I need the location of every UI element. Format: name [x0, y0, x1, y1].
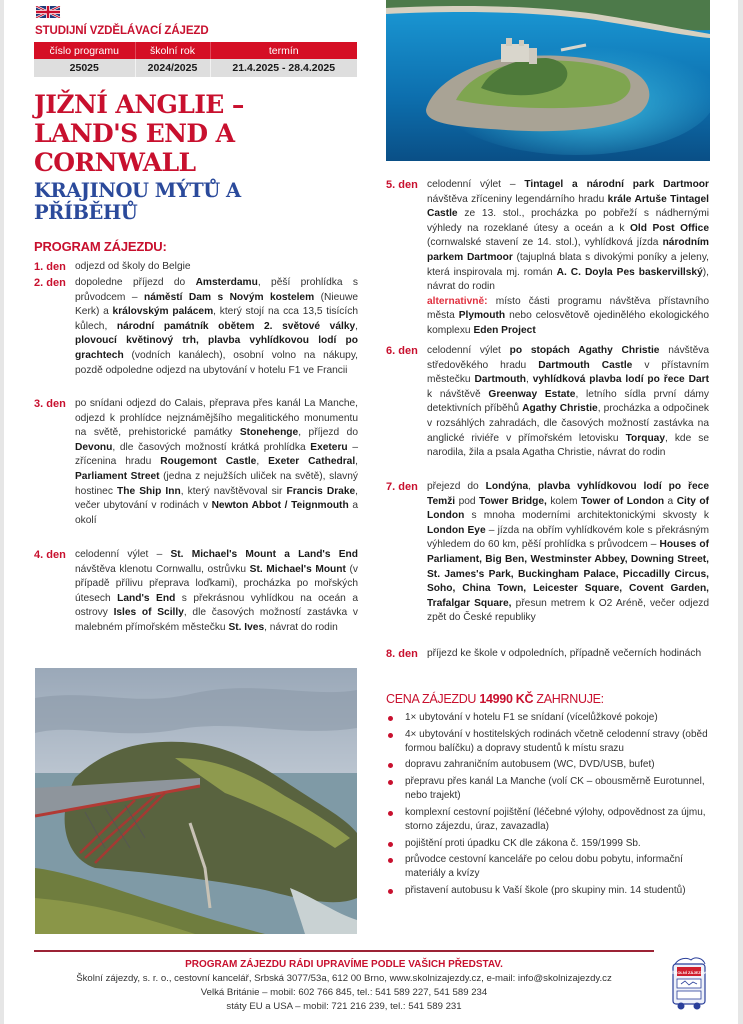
body-text: , který stojí na cca 13,5 tisících kůlech,: [75, 306, 358, 332]
highlight-text: Newton Abbot / Teignmouth: [211, 500, 349, 512]
body-text: – jízda na obřím vyhlídkovém kole s překrásným výhledem do 60 km, pěší prohlídka s průvodcem –: [427, 524, 709, 551]
day-item: [34, 276, 358, 378]
day-description: [75, 397, 358, 528]
body-text: (cornwalské stavení ze 14. stol.), vyhlídková jízda: [427, 237, 663, 249]
body-text: (Nieuwe Kerk) a: [75, 291, 358, 318]
uk-contact: Velká Británie – mobil: 602 766 845, tel.: 541 589 227, 541 589 234: [200, 987, 488, 998]
body-text: odjezd od školy do Belgie: [75, 261, 191, 272]
highlight-text: Rougemont Castle: [160, 456, 257, 468]
body-text: přesun metrem k O2 Aréně, večer odjezd zpět do České republiky: [427, 597, 710, 624]
body-text: k návštěvě: [427, 388, 489, 400]
highlight-text: Exeteru: [310, 441, 348, 453]
list-item: přistavení autobusu k Vaší škole (pro skupiny min. 14 studentů): [386, 884, 711, 898]
highlight-text: St. Michael's Mount a Land's End: [170, 549, 358, 560]
body-text: kolem: [546, 495, 581, 507]
title-line: JIŽNÍ ANGLIE –: [34, 90, 244, 119]
program-number-header: číslo programu: [34, 42, 135, 59]
list-item: přepravu přes kanál La Manche (volí CK – obousměrně Eurotunnel, nebo trajekt): [386, 775, 711, 803]
day-item: [34, 397, 358, 528]
body-text: návštěva zříceniny legendárního hradu: [427, 193, 608, 205]
highlight-text: Francis Drake: [286, 485, 356, 497]
body-text: ,: [525, 374, 533, 386]
price-prefix: CENA ZÁJEZDU: [386, 692, 480, 706]
price-suffix: ZAHRNUJE:: [533, 692, 604, 706]
eu-contact: státy EU a USA – mobil: 721 216 239, tel.: 541 589 231: [226, 1001, 462, 1012]
body-text: , letního sídla první dámy detektivních příběhů: [427, 388, 710, 415]
highlight-text: Old Post Office: [629, 222, 709, 234]
page-edge-left: [0, 0, 4, 1024]
day-label: 4. den: [34, 549, 66, 561]
day-description: [427, 344, 709, 461]
highlight-text: národním parkem Dartmoor: [427, 237, 709, 263]
school-year-value: 2024/2025: [135, 59, 210, 77]
day-label: 3. den: [34, 398, 66, 410]
highlight-text: náměstí Dam s Novým kostelem: [143, 291, 315, 303]
body-text: , dle časových možností krátká prohlídka: [112, 441, 311, 453]
body-text: přejezd do: [427, 481, 486, 492]
day-description: [427, 178, 709, 339]
highlight-text: národní památník obětem 2. světové války: [116, 320, 356, 332]
body-text: , pěší prohlídka s průvodcem –: [75, 277, 358, 303]
body-text: , návrat do rodin: [264, 621, 338, 633]
highlight-text: Eden Project: [473, 324, 536, 336]
company-address: Školní zájezdy, s. r. o., cestovní kancelář, Srbská 3077/53a, 612 00 Brno, www.skolnizajezdy.cz, e-mail: info@skolnizajezdy.cz: [76, 973, 612, 984]
highlight-text: po stopách Agathy Christie: [509, 345, 660, 356]
date-value: 21.4.2025 - 28.4.2025: [210, 59, 357, 77]
body-text: místo části programu návštěva přístavního města: [427, 295, 709, 322]
highlight-text: Amsterdamu: [195, 277, 258, 288]
body-text: ), návrat do rodin: [427, 266, 709, 293]
footer: [34, 958, 654, 1014]
highlight-text: královským palácem: [112, 306, 214, 318]
trip-type-label: STUDIJNÍ VZDĚLÁVACÍ ZÁJEZD: [35, 25, 209, 37]
highlight-text: plavba vyhlídkovou lodí po řece Temži: [427, 481, 709, 507]
body-text: , procházka a odpočinek v rozsáhlých zahradách, dle časových možností zastávka na anglické riviéře v přímořském letovisku: [427, 403, 709, 444]
highlight-text: Land's End: [117, 592, 176, 604]
body-text: ,: [256, 456, 269, 468]
body-text: s mnoha moderními architektonickými skvosty k: [464, 510, 709, 522]
highlight-text: London Eye: [427, 524, 486, 536]
body-text: , příjezd do: [298, 427, 358, 439]
body-text: pod: [455, 495, 480, 507]
highlight-text: Houses of Parliament, Big Ben, Westminster Abbey, Downing Street, St. James's Park, Buckingham Palace, Piccadilly Circus, Soho, China Town, Leicester Square, Covent Garden, Trafalgar Square,: [427, 539, 710, 609]
school-year-header: školní rok: [135, 42, 210, 59]
uk-flag-icon: [35, 6, 61, 18]
list-item: průvodce cestovní kanceláře po celou dobu pobytu, informační materiály a kvízy: [386, 853, 711, 881]
highlight-text: Exeter Cathedral: [268, 456, 356, 468]
subtitle-line: KRAJINOU MÝTŮ A: [34, 179, 241, 202]
body-text: po snídani odjezd do Calais, přeprava přes kanál La Manche, odjezd k prohlídce nejznámějšího megalitického monumentu na světě, prehistorické památky: [75, 398, 358, 439]
day-item: [386, 647, 709, 662]
body-text: návštěva klenotu Cornwallu, ostrůvku: [75, 563, 250, 575]
body-text: nebo celosvětově ojedinělého ekologického komplexu: [427, 310, 709, 336]
body-text: celodenní výlet: [427, 345, 510, 356]
highlight-text: Devonu: [75, 441, 113, 453]
day-item: [386, 480, 709, 626]
body-text: (tajuplná blata s divokými poníky a jeleny, která inspirovala mj. román: [427, 251, 709, 278]
body-text: s překrásnou vyhlídkou na oceán a ostrovy: [75, 592, 358, 619]
price-includes-list: [386, 711, 711, 901]
highlight-text: Tintagel a národní park Dartmoor: [524, 179, 709, 190]
highlight-text: City of London: [427, 495, 710, 522]
program-info-table: [34, 42, 357, 77]
highlight-text: Plymouth: [458, 310, 506, 322]
body-text: ,: [528, 481, 538, 492]
highlight-text: St. Michael's Mount: [249, 563, 346, 575]
highlight-text: St. Ives: [228, 621, 265, 633]
body-text: , kde se narodila, žila a psala Agatha Christie, návrat do rodin: [427, 432, 709, 459]
title-line: CORNWALL: [34, 148, 196, 177]
date-header: termín: [210, 42, 357, 59]
day-description: [75, 548, 358, 636]
highlight-text: Tower Bridge,: [479, 495, 547, 507]
highlight-text: vyhlídková plavba lodí po řece Dart: [532, 374, 709, 386]
day-item: [386, 178, 709, 339]
day-label: 8. den: [386, 648, 418, 660]
highlight-text: krále Artuše Tintagel Castle: [427, 193, 709, 220]
body-text: , dle časových možností zastávka v malebném přímořském městečku: [75, 607, 358, 633]
highlight-text: Dartmouth Castle: [538, 359, 633, 371]
highlight-text: Agathy Christie: [522, 403, 598, 415]
day-description: [75, 260, 191, 275]
body-text: (v případě přílivu přeprava loďkami), procházka po mořských útesech: [75, 563, 358, 604]
day-item: [34, 548, 358, 636]
st-michaels-mount-photo: [386, 0, 710, 161]
body-text: , večer ubytování v rodinách v: [75, 485, 359, 512]
page-subtitle: [34, 180, 241, 224]
footer-slogan: PROGRAM ZÁJEZDU RÁDI UPRAVÍME PODLE VAŠICH PŘEDSTAV.: [185, 959, 503, 970]
highlight-text: Torquay: [625, 432, 665, 444]
highlight-text: A. C. Doyla Pes baskervillský: [556, 266, 703, 278]
body-text: (vodních kanálech), osobní volno na nákupy, pozdě odpoledne odjezd na ubytování v hotelu F1 ve Francii: [75, 349, 358, 376]
day-label: 7. den: [386, 481, 418, 493]
body-text: celodenní výlet –: [75, 549, 171, 560]
day-description: [427, 480, 709, 626]
day-item: [34, 260, 358, 275]
program-heading: PROGRAM ZÁJEZDU:: [34, 239, 167, 254]
highlight-text: Greenway Estate: [488, 388, 576, 400]
body-text: celodenní výlet –: [427, 179, 525, 190]
price-heading: [386, 692, 604, 706]
body-text: , který navštěvoval sir: [180, 485, 287, 497]
list-item: 4× ubytování v hostitelských rodinách včetně celodenní stravy (oběd formou balíčku) a dopravy studentů k místu srazu: [386, 728, 711, 756]
body-text: a: [664, 495, 677, 507]
highlight-text: Tower of London: [580, 495, 665, 507]
body-text: v přístavním městečku: [427, 359, 709, 386]
body-text: – zřícenina hradu: [75, 441, 358, 468]
highlight-text: Parliament Street: [75, 470, 160, 482]
highlight-text: Londýna: [485, 481, 529, 492]
day-label: 2. den: [34, 277, 66, 289]
body-text: (jedna z nejužších uliček na světě), slavný hostinec: [75, 470, 358, 497]
list-item: komplexní cestovní pojištění (léčebné výlohy, odpovědnost za újmu, storno zájezdu, úraz, zavazadla): [386, 806, 711, 834]
title-line: LAND'S END A: [34, 119, 235, 148]
logo-text: ŠKOLNÍ ZÁJEZDY: [671, 969, 707, 975]
page-edge-right: [738, 0, 743, 1024]
subtitle-line: PŘÍBĚHŮ: [34, 201, 138, 224]
footer-divider: [34, 950, 654, 952]
page-title: [34, 90, 244, 177]
day-label: 6. den: [386, 345, 418, 357]
body-text: ,: [355, 320, 358, 332]
alternative-label: alternativně:: [427, 295, 488, 307]
day-description: [75, 276, 358, 378]
highlight-text: The Ship Inn: [117, 485, 181, 497]
bus-logo-icon: [667, 956, 711, 1012]
body-text: dopoledne příjezd do: [75, 277, 196, 288]
highlight-text: Stonehenge: [239, 427, 299, 439]
list-item: dopravu zahraničním autobusem (WC, DVD/USB, bufet): [386, 758, 711, 772]
day-label: 1. den: [34, 261, 66, 273]
day-label: 5. den: [386, 179, 418, 191]
body-text: ze 13. stol., procházka po pobřeží s nádhernými výhledy na rozeklané útesy a oceán a k: [427, 208, 709, 234]
highlight-text: plovoucí květinový trh, plavba vyhlídkovou lodí po grachtech: [75, 335, 358, 361]
list-item: 1× ubytování v hotelu F1 se snídaní (vícelůžkové pokoje): [386, 711, 711, 725]
price-amount: 14990 KČ: [479, 692, 534, 706]
body-text: návštěva středověkého hradu: [427, 345, 710, 371]
body-text: ,: [355, 456, 359, 468]
day-item: [386, 344, 709, 461]
highlight-text: Isles of Scilly: [113, 607, 184, 619]
highlight-text: Dartmouth: [474, 374, 526, 386]
tintagel-photo: [35, 668, 357, 934]
list-item: pojištění proti úpadku CK dle zákona č. 159/1999 Sb.: [386, 837, 711, 851]
body-text: příjezd ke škole v odpoledních, případně večerních hodinách: [427, 648, 702, 659]
body-text: a okolí: [75, 500, 358, 526]
day-description: [427, 647, 701, 662]
program-number-value: 25025: [34, 59, 135, 77]
